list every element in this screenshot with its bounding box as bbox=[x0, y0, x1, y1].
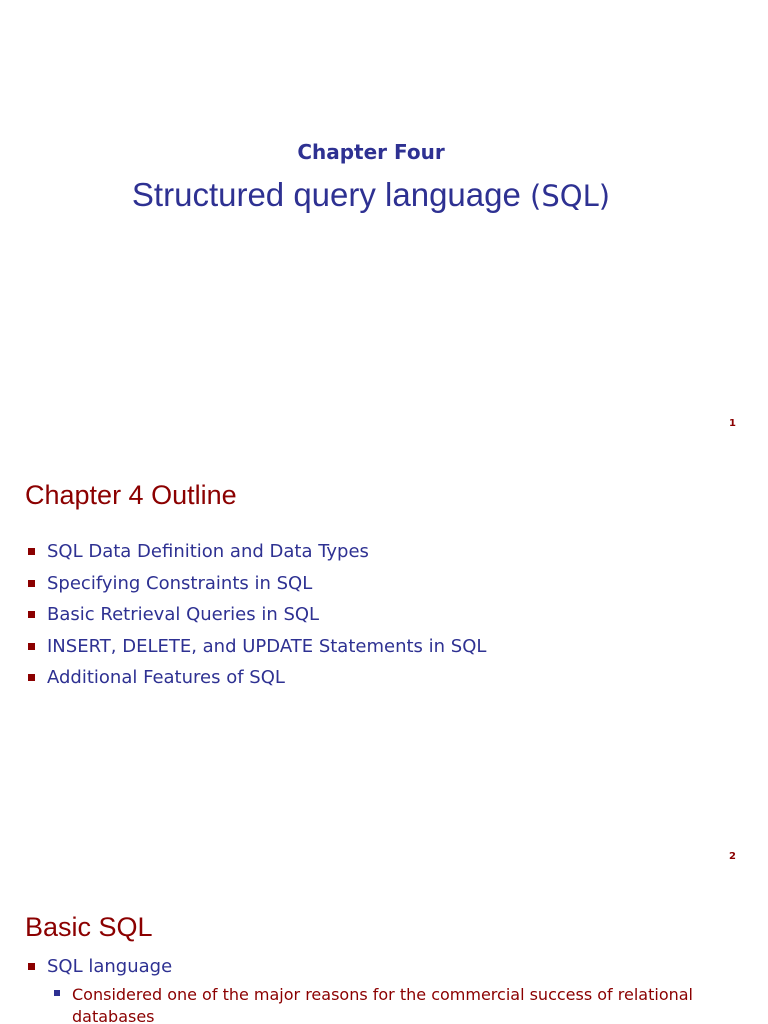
list-item bbox=[25, 571, 486, 603]
bullet-list bbox=[25, 954, 172, 986]
slide-heading: Chapter 4 Outline bbox=[25, 480, 237, 510]
list-item-text: Additional Features of SQL bbox=[47, 667, 285, 688]
list-item bbox=[25, 665, 486, 697]
list-item-text: SQL Data Definition and Data Types bbox=[47, 541, 369, 562]
square-bullet-icon bbox=[28, 963, 35, 970]
sub-bullet-list bbox=[52, 984, 712, 1024]
list-item bbox=[25, 602, 486, 634]
chapter-title-paren: (SQL) bbox=[530, 179, 611, 213]
square-bullet-icon bbox=[28, 580, 35, 587]
slide-2 bbox=[0, 433, 768, 866]
outline-list bbox=[25, 539, 486, 697]
list-item-text: Specifying Constraints in SQL bbox=[47, 572, 313, 594]
square-bullet-icon bbox=[54, 990, 60, 996]
list-item bbox=[25, 539, 486, 571]
list-item-text: SQL language bbox=[47, 956, 173, 977]
list-item bbox=[25, 634, 486, 666]
list-item-text: INSERT, DELETE, and UPDATE Statements in SQL bbox=[47, 635, 487, 657]
chapter-subtitle: Chapter Four bbox=[297, 140, 445, 164]
square-bullet-icon bbox=[28, 611, 35, 618]
square-bullet-icon bbox=[28, 674, 35, 681]
sub-list-item-text: Considered one of the major reasons for the commercial success of relational databases bbox=[72, 985, 693, 1024]
slide-3 bbox=[0, 866, 768, 1024]
square-bullet-icon bbox=[28, 548, 35, 555]
page-number: 2 bbox=[729, 851, 736, 862]
sub-list-item bbox=[52, 984, 712, 1024]
square-bullet-icon bbox=[28, 643, 35, 650]
list-item-text: Basic Retrieval Queries in SQL bbox=[47, 604, 320, 625]
page-number: 1 bbox=[729, 418, 736, 429]
list-item bbox=[25, 954, 172, 986]
slide-1 bbox=[0, 0, 768, 433]
slide-heading: Basic SQL bbox=[25, 912, 153, 942]
chapter-title-main: Structured query language bbox=[131, 176, 531, 213]
chapter-title bbox=[0, 176, 742, 214]
